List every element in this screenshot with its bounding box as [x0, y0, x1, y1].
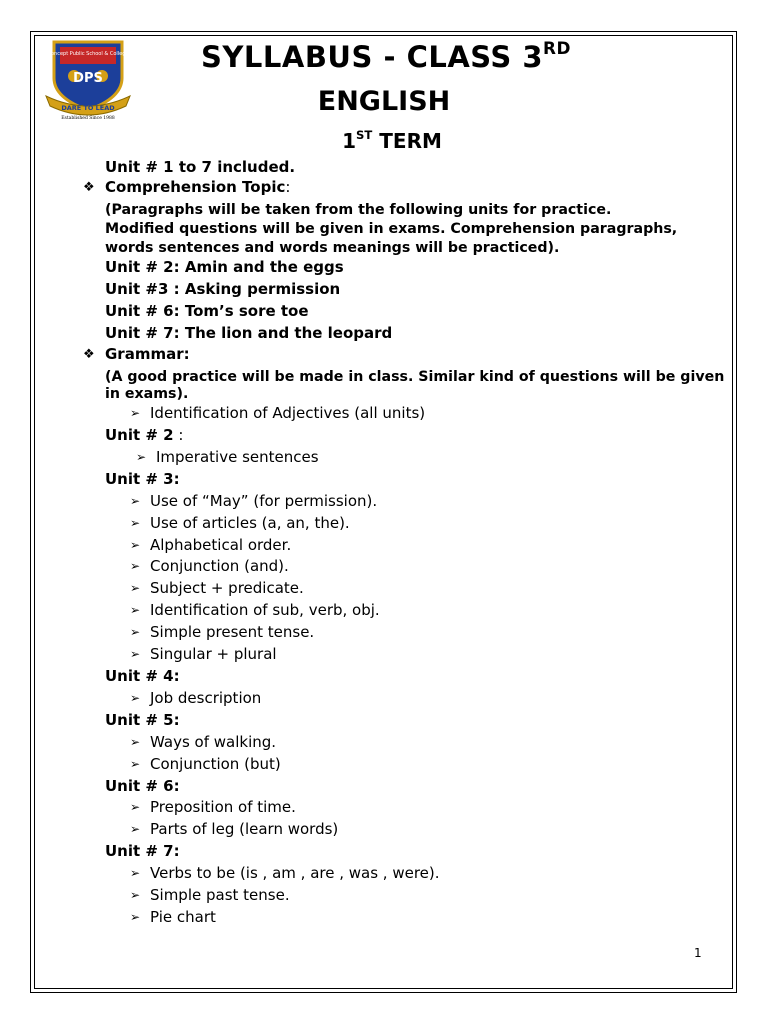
- arrow-bullet-icon: ➢: [130, 538, 141, 552]
- arrow-bullet-icon: ➢: [130, 625, 141, 639]
- grammar-item: Pie chart: [150, 908, 216, 926]
- grammar-item: Job description: [150, 689, 262, 707]
- crest-motto: DARE TO LEAD: [61, 104, 115, 112]
- comprehension-unit: Unit # 2: Amin and the eggs: [105, 258, 344, 276]
- grammar-item: Use of articles (a, an, the).: [150, 514, 350, 532]
- arrow-bullet-icon: ➢: [130, 800, 141, 814]
- arrow-bullet-icon: ➢: [130, 691, 141, 705]
- unit-label: Unit # 6:: [105, 777, 180, 795]
- grammar-item: Simple present tense.: [150, 623, 315, 641]
- grammar-note: in exams).: [105, 386, 189, 402]
- arrow-bullet-icon: ➢: [130, 581, 141, 595]
- arrow-bullet-icon: ➢: [130, 910, 141, 924]
- arrow-bullet-icon: ➢: [130, 647, 141, 661]
- crest-letters: DPS: [73, 71, 103, 86]
- syllabus-title: SYLLABUS - CLASS 3RD: [201, 38, 571, 74]
- comprehension-unit: Unit # 6: Tom’s sore toe: [105, 302, 309, 320]
- arrow-bullet-icon: ➢: [130, 516, 141, 530]
- unit-label: Unit # 7:: [105, 842, 180, 860]
- grammar-item: Identification of Adjectives (all units): [150, 404, 426, 422]
- grammar-item: Parts of leg (learn words): [150, 820, 339, 838]
- arrow-bullet-icon: ➢: [130, 494, 141, 508]
- unit-label: Unit # 2 :: [105, 426, 184, 444]
- arrow-bullet-icon: ➢: [130, 866, 141, 880]
- unit-label: Unit # 4:: [105, 667, 180, 685]
- grammar-item: Singular + plural: [150, 645, 277, 663]
- grammar-item: Ways of walking.: [150, 733, 277, 751]
- comprehension-unit: Unit #3 : Asking permission: [105, 280, 341, 298]
- unit-label: Unit # 3:: [105, 470, 180, 488]
- crest-established: Established Since 1988: [61, 116, 115, 120]
- diamond-bullet-icon: ❖: [83, 180, 95, 195]
- diamond-bullet-icon: ❖: [83, 347, 95, 362]
- term-title: 1ST TERM: [342, 128, 442, 153]
- page-number: 1: [694, 946, 702, 960]
- grammar-item: Alphabetical order.: [150, 536, 292, 554]
- arrow-bullet-icon: ➢: [130, 735, 141, 749]
- grammar-item: Conjunction (but): [150, 755, 281, 773]
- arrow-bullet-icon: ➢: [130, 603, 141, 617]
- arrow-bullet-icon: ➢: [136, 450, 147, 464]
- comprehension-note: Modified questions will be given in exams. Comprehension paragraphs,: [105, 221, 678, 237]
- grammar-item: Verbs to be (is , am , are , was , were).: [150, 864, 440, 882]
- grammar-item: Use of “May” (for permission).: [150, 492, 378, 510]
- subject-title: ENGLISH: [317, 86, 451, 117]
- grammar-item: Simple past tense.: [150, 886, 290, 904]
- comprehension-unit: Unit # 7: The lion and the leopard: [105, 324, 393, 342]
- comprehension-note: (Paragraphs will be taken from the following units for practice.: [105, 202, 612, 218]
- grammar-item: Imperative sentences: [156, 448, 319, 466]
- arrow-bullet-icon: ➢: [130, 822, 141, 836]
- crest-top-text: Concept Public School & College: [47, 51, 129, 57]
- grammar-heading: Grammar:: [105, 345, 190, 363]
- arrow-bullet-icon: ➢: [130, 757, 141, 771]
- grammar-note: (A good practice will be made in class. Similar kind of questions will be given: [105, 369, 725, 385]
- arrow-bullet-icon: ➢: [130, 406, 141, 420]
- arrow-bullet-icon: ➢: [130, 559, 141, 573]
- grammar-item: Preposition of time.: [150, 798, 296, 816]
- arrow-bullet-icon: ➢: [130, 888, 141, 902]
- comprehension-heading: Comprehension Topic:: [105, 178, 291, 196]
- grammar-item: Identification of sub, verb, obj.: [150, 601, 380, 619]
- unit-label: Unit # 5:: [105, 711, 180, 729]
- comprehension-note: words sentences and words meanings will be practiced).: [105, 240, 560, 256]
- grammar-item: Conjunction (and).: [150, 557, 289, 575]
- units-included: Unit # 1 to 7 included.: [105, 158, 296, 176]
- grammar-item: Subject + predicate.: [150, 579, 304, 597]
